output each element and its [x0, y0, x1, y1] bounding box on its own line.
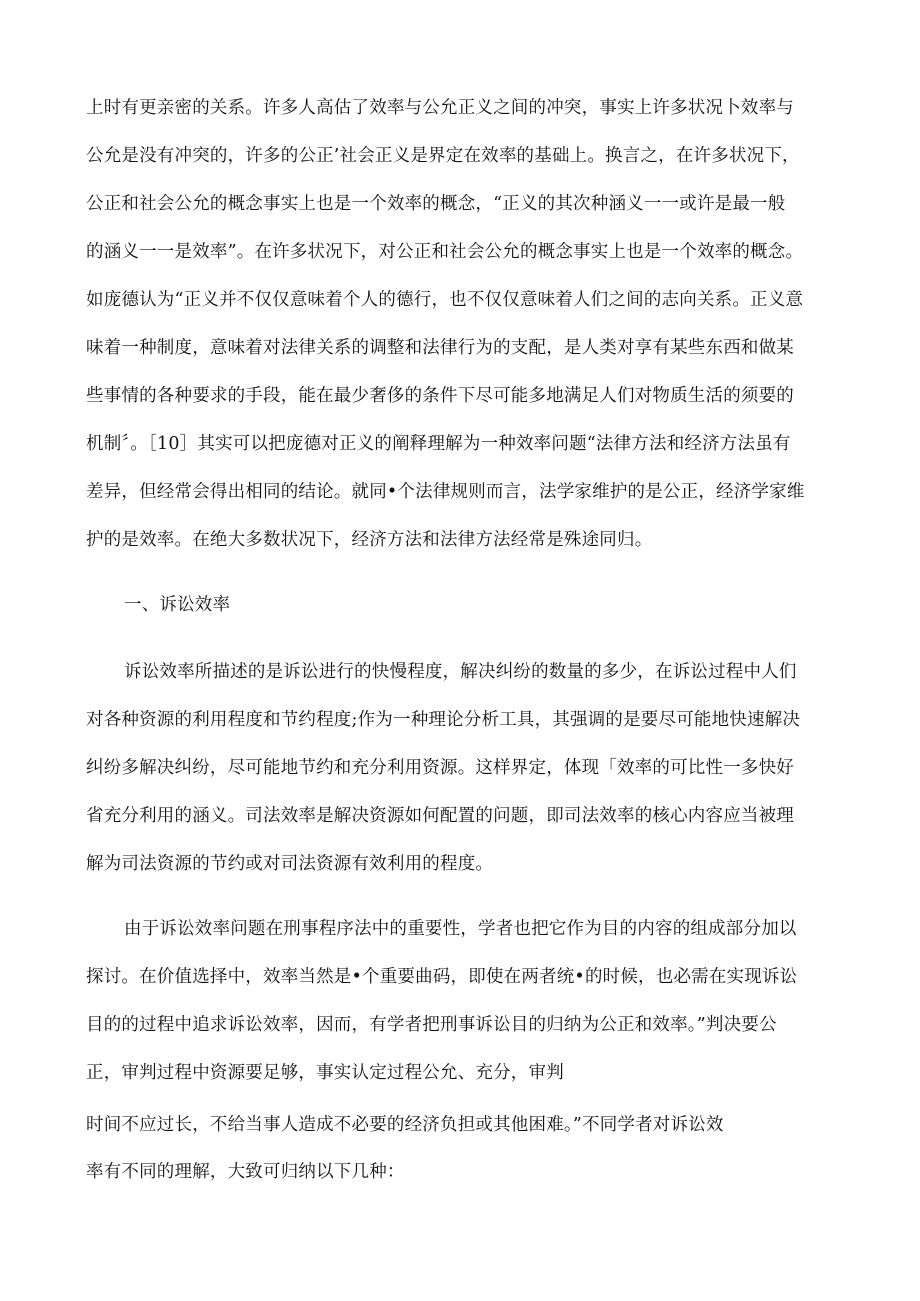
- paragraph-1-line: 的涵义一一是效率”。在许多状况下，对公正和社会公允的概念事实上也是一个效率的概念。: [86, 242, 804, 262]
- paragraph-3-line: 目的的过程中追求诉讼效率，因而，有学者把刑事诉讼目的归纳为公正和效率。”判决要公: [86, 1015, 777, 1035]
- paragraph-3-line: 率有不同的理解，大致可归纳以下几种：: [86, 1162, 405, 1182]
- paragraph-1-line: 味着一种制度，意味着对法律关系的调整和法律行为的支配，是人类对享有某些东西和做某: [86, 338, 794, 358]
- paragraph-1-line: 上时有更亲密的关系。许多人高估了效率与公允正义之间的冲突，事实上许多状况卜效率与: [86, 98, 794, 118]
- section-heading: 一、诉讼效率: [124, 595, 231, 615]
- paragraph-1-line: 公正和社会公允的概念事实上也是一个效率的概念，“正义的其次种涵义一一或许是最一般: [86, 194, 786, 214]
- paragraph-2-line: 省充分利用的涵义。司法效率是解决资源如何配置的问题，即司法效率的核心内容应当被理: [86, 806, 794, 826]
- paragraph-1-line: 机制〞。［10］其实可以把庞德对正义的阐释理解为一种效率问题“法律方法和经济方法虽有: [86, 434, 791, 454]
- paragraph-3-line: 正，审判过程中资源要足够，事实认定过程公允、充分，审判: [86, 1063, 564, 1083]
- paragraph-3-line: 时间不应过长，不给当事人造成不必要的经济负担或其他困难。”不同学者对诉讼效: [86, 1115, 724, 1135]
- paragraph-2-line: 对各种资源的利用程度和节约程度;作为一种理论分析工具，其强调的是要尽可能地快速解决: [86, 710, 801, 730]
- paragraph-3-line: 由于诉讼效率问题在刑事程序法中的重要性，学者也把它作为目的内容的组成部分加以: [124, 919, 797, 939]
- paragraph-2-line: 纠纷多解决纠纷，尽可能地节约和充分利用资源。这样界定，体现「效率的可比性一多快好: [86, 758, 794, 778]
- paragraph-2-line: 解为司法资源的节约或对司法资源有效利用的程度。: [86, 854, 494, 874]
- paragraph-1-line: 护的是效率。在绝大多数状况下，经济方法和法律方法经常是殊途同归。: [86, 530, 653, 550]
- paragraph-1-line: 些事情的各种要求的手段，能在最少奢侈的条件下尽可能多地满足人们对物质生活的须要的: [86, 386, 794, 406]
- paragraph-2-line: 诉讼效率所描述的是诉讼进行的快慢程度，解决纠纷的数量的多少，在诉讼过程中人们: [124, 662, 797, 682]
- paragraph-1-line: 如庞德认为“正义并不仅仅意味着个人的德行，也不仅仅意味着人们之间的志向关系。正义意: [86, 290, 804, 310]
- paragraph-1-line: 差异，但经常会得出相同的结论。就同•个法律规则而言，法学家维护的是公正，经济学家维: [86, 482, 805, 502]
- paragraph-1-line: 公允是没有冲突的，许多的公正’社会正义是界定在效率的基础上。换言之，在许多状况下，: [86, 146, 800, 166]
- paragraph-3-line: 探讨。在价值选择中，效率当然是•个重要曲码，即使在两者统•的时候，也必需在实现诉讼: [86, 967, 798, 987]
